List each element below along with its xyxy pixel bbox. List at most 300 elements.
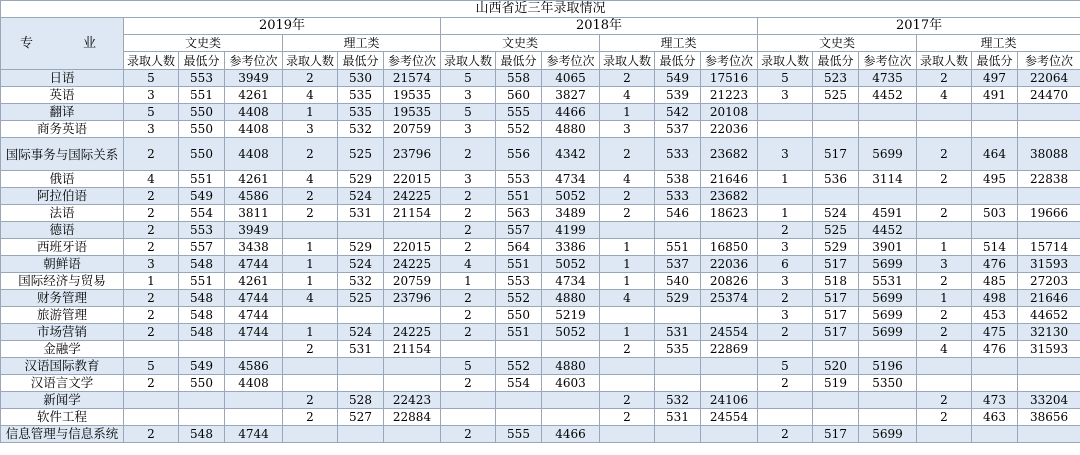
value-cell: 1 [758,205,813,222]
value-cell: 563 [496,205,542,222]
value-cell: 2 [441,375,496,392]
value-cell: 4744 [225,307,283,324]
value-cell: 3 [441,87,496,104]
value-cell: 2 [441,138,496,171]
value-cell: 32130 [1018,324,1080,341]
value-cell: 2 [441,290,496,307]
value-cell [338,222,384,239]
value-cell [384,222,441,239]
value-cell: 20108 [701,104,758,121]
major-name-cell: 德语 [1,222,124,239]
value-cell: 524 [813,205,859,222]
column-header-reference-rank: 参考位次 [1018,52,1080,70]
column-header-admitted-count: 录取人数 [124,52,179,70]
value-cell: 19666 [1018,205,1080,222]
major-name-cell: 西班牙语 [1,239,124,256]
value-cell: 553 [179,70,225,87]
value-cell [1018,375,1080,392]
value-cell: 2 [283,188,338,205]
value-cell: 2 [758,324,813,341]
value-cell [225,409,283,426]
value-cell [701,307,758,324]
table-row [1,409,1080,426]
value-cell: 2 [441,307,496,324]
value-cell [701,426,758,443]
value-cell: 20759 [384,121,441,138]
value-cell: 3 [758,138,813,171]
value-cell [917,188,972,205]
value-cell: 524 [338,324,384,341]
value-cell: 2 [917,324,972,341]
value-cell: 551 [496,256,542,273]
value-cell: 16850 [701,239,758,256]
column-header-min-score: 最低分 [972,52,1018,70]
value-cell: 21154 [384,205,441,222]
column-header-min-score: 最低分 [496,52,542,70]
value-cell: 3 [124,121,179,138]
value-cell: 529 [655,290,701,307]
value-cell: 524 [338,256,384,273]
value-cell: 524 [338,188,384,205]
value-cell: 23796 [384,290,441,307]
value-cell: 3 [917,256,972,273]
table-row [1,171,1080,188]
table-title: 山西省近三年录取情况 [1,1,1080,18]
value-cell: 539 [655,87,701,104]
value-cell: 530 [338,70,384,87]
value-cell [496,409,542,426]
value-cell: 3114 [859,171,917,188]
value-cell: 2 [124,426,179,443]
value-cell: 2 [124,205,179,222]
value-cell: 24225 [384,324,441,341]
value-cell [859,409,917,426]
value-cell: 554 [179,205,225,222]
value-cell: 535 [338,87,384,104]
value-cell: 2 [124,307,179,324]
value-cell: 5699 [859,256,917,273]
value-cell: 24225 [384,256,441,273]
value-cell: 532 [338,121,384,138]
value-cell [1018,358,1080,375]
value-cell: 476 [972,341,1018,358]
value-cell: 4 [917,341,972,358]
value-cell: 531 [338,341,384,358]
value-cell: 4586 [225,188,283,205]
major-name-cell: 俄语 [1,171,124,188]
value-cell: 3 [124,87,179,104]
value-cell: 558 [496,70,542,87]
table-row [1,70,1080,87]
value-cell [384,426,441,443]
value-cell: 3 [758,87,813,104]
value-cell: 4744 [225,324,283,341]
value-cell: 1 [600,104,655,121]
value-cell: 520 [813,358,859,375]
value-cell: 553 [496,171,542,188]
value-cell: 4 [441,256,496,273]
value-cell: 2 [600,70,655,87]
value-cell [655,358,701,375]
value-cell: 25374 [701,290,758,307]
table-row [1,426,1080,443]
value-cell: 2 [917,307,972,324]
value-cell [283,426,338,443]
value-cell [758,392,813,409]
value-cell: 531 [655,324,701,341]
value-cell: 2 [124,138,179,171]
value-cell [124,392,179,409]
major-name-cell: 日语 [1,70,124,87]
table-row [1,138,1080,171]
table-row [1,341,1080,358]
column-header-reference-rank: 参考位次 [701,52,758,70]
value-cell: 18623 [701,205,758,222]
table-row [1,87,1080,104]
value-cell: 4408 [225,375,283,392]
value-cell: 540 [655,273,701,290]
value-cell: 533 [655,138,701,171]
column-header-reference-rank: 参考位次 [859,52,917,70]
value-cell: 3 [758,307,813,324]
value-cell: 2 [917,70,972,87]
value-cell: 6 [758,256,813,273]
value-cell: 550 [496,307,542,324]
value-cell: 2 [917,409,972,426]
value-cell: 517 [813,307,859,324]
column-header-admitted-count: 录取人数 [441,52,496,70]
value-cell [917,222,972,239]
value-cell: 3811 [225,205,283,222]
value-cell [917,426,972,443]
value-cell [384,375,441,392]
value-cell [701,358,758,375]
value-cell: 5 [124,70,179,87]
value-cell [542,409,600,426]
value-cell: 2 [600,341,655,358]
value-cell: 44652 [1018,307,1080,324]
value-cell: 551 [655,239,701,256]
value-cell: 553 [496,273,542,290]
value-cell: 525 [338,290,384,307]
value-cell: 3 [758,273,813,290]
value-cell [384,307,441,324]
value-cell: 525 [813,222,859,239]
value-cell [338,358,384,375]
value-cell [859,104,917,121]
value-cell: 550 [179,138,225,171]
value-cell: 4734 [542,171,600,188]
value-cell: 21646 [1018,290,1080,307]
value-cell: 4466 [542,426,600,443]
value-cell [600,222,655,239]
value-cell: 4466 [542,104,600,121]
value-cell: 3 [758,239,813,256]
value-cell: 5196 [859,358,917,375]
value-cell: 2 [283,409,338,426]
value-cell: 2 [600,188,655,205]
value-cell [813,341,859,358]
table-row [1,273,1080,290]
value-cell: 2 [600,409,655,426]
stream-header-2018-liberal-arts: 文史类 [441,35,600,52]
value-cell: 3 [441,121,496,138]
value-cell: 557 [179,239,225,256]
value-cell: 531 [338,205,384,222]
value-cell: 546 [655,205,701,222]
value-cell [283,358,338,375]
value-cell: 551 [179,273,225,290]
value-cell: 5052 [542,188,600,205]
column-header-min-score: 最低分 [655,52,701,70]
value-cell: 4452 [859,87,917,104]
value-cell: 549 [179,358,225,375]
value-cell [917,121,972,138]
value-cell: 548 [179,307,225,324]
value-cell [972,358,1018,375]
value-cell: 4408 [225,121,283,138]
major-name-cell: 英语 [1,87,124,104]
value-cell: 4734 [542,273,600,290]
value-cell: 549 [655,70,701,87]
value-cell: 4744 [225,426,283,443]
value-cell: 4880 [542,358,600,375]
value-cell: 5 [441,70,496,87]
value-cell: 1 [600,239,655,256]
value-cell: 19535 [384,104,441,121]
value-cell [338,375,384,392]
value-cell: 536 [813,171,859,188]
year-header-2019: 2019年 [124,18,441,35]
value-cell: 517 [813,290,859,307]
value-cell: 2 [283,205,338,222]
value-cell: 529 [813,239,859,256]
value-cell: 4261 [225,273,283,290]
value-cell [813,188,859,205]
value-cell: 532 [655,392,701,409]
value-cell [225,341,283,358]
value-cell: 15714 [1018,239,1080,256]
value-cell: 548 [179,256,225,273]
value-cell: 551 [179,87,225,104]
value-cell [917,358,972,375]
value-cell: 517 [813,324,859,341]
value-cell: 1 [600,273,655,290]
value-cell [917,375,972,392]
value-cell [972,104,1018,121]
value-cell: 22064 [1018,70,1080,87]
value-cell: 22015 [384,239,441,256]
value-cell: 4199 [542,222,600,239]
value-cell: 2 [600,138,655,171]
value-cell: 21154 [384,341,441,358]
value-cell [600,426,655,443]
value-cell: 2 [283,392,338,409]
value-cell: 552 [496,358,542,375]
table-row [1,188,1080,205]
value-cell: 537 [655,121,701,138]
column-header-min-score: 最低分 [338,52,384,70]
value-cell: 4586 [225,358,283,375]
value-cell [758,409,813,426]
value-cell [758,188,813,205]
value-cell: 2 [441,205,496,222]
value-cell: 4 [600,171,655,188]
value-cell: 2 [917,138,972,171]
value-cell: 535 [655,341,701,358]
value-cell: 527 [338,409,384,426]
value-cell: 533 [655,188,701,205]
value-cell: 548 [179,324,225,341]
value-cell: 555 [496,426,542,443]
value-cell: 2 [124,324,179,341]
major-name-cell: 软件工程 [1,409,124,426]
value-cell: 22015 [384,171,441,188]
table-row [1,239,1080,256]
value-cell [600,358,655,375]
value-cell: 3489 [542,205,600,222]
value-cell: 4 [283,290,338,307]
value-cell: 4 [917,87,972,104]
value-cell [179,341,225,358]
value-cell: 4342 [542,138,600,171]
value-cell: 22869 [701,341,758,358]
value-cell [758,121,813,138]
value-cell: 3 [283,121,338,138]
major-name-cell: 翻译 [1,104,124,121]
value-cell: 3901 [859,239,917,256]
major-name-cell: 阿拉伯语 [1,188,124,205]
value-cell: 3438 [225,239,283,256]
value-cell: 5699 [859,426,917,443]
value-cell: 3949 [225,70,283,87]
value-cell: 4065 [542,70,600,87]
value-cell: 495 [972,171,1018,188]
value-cell [124,341,179,358]
stream-header-2017-science: 理工类 [917,35,1080,52]
value-cell: 5219 [542,307,600,324]
value-cell: 4880 [542,121,600,138]
value-cell: 3949 [225,222,283,239]
value-cell [283,222,338,239]
value-cell: 1 [283,273,338,290]
value-cell: 514 [972,239,1018,256]
value-cell: 1 [758,171,813,188]
value-cell: 552 [496,290,542,307]
value-cell: 2 [283,341,338,358]
value-cell: 531 [655,409,701,426]
column-header-admitted-count: 录取人数 [758,52,813,70]
value-cell: 528 [338,392,384,409]
table-row [1,205,1080,222]
major-column-header: 专 业 [1,18,124,70]
year-header-2018: 2018年 [441,18,758,35]
value-cell: 4744 [225,256,283,273]
value-cell: 463 [972,409,1018,426]
value-cell: 5 [441,104,496,121]
value-cell [283,307,338,324]
major-name-cell: 汉语国际教育 [1,358,124,375]
value-cell: 1 [124,273,179,290]
value-cell: 529 [338,239,384,256]
value-cell: 24470 [1018,87,1080,104]
value-cell: 560 [496,87,542,104]
value-cell [701,375,758,392]
value-cell: 2 [917,273,972,290]
value-cell: 2 [441,188,496,205]
value-cell: 3 [124,256,179,273]
value-cell: 5 [124,104,179,121]
value-cell: 20826 [701,273,758,290]
value-cell: 5 [758,358,813,375]
value-cell: 1 [441,273,496,290]
value-cell: 2 [441,239,496,256]
value-cell: 523 [813,70,859,87]
major-name-cell: 市场营销 [1,324,124,341]
value-cell: 38088 [1018,138,1080,171]
value-cell: 525 [338,138,384,171]
value-cell: 517 [813,426,859,443]
value-cell: 485 [972,273,1018,290]
value-cell: 2 [600,205,655,222]
value-cell: 4591 [859,205,917,222]
column-header-min-score: 最低分 [179,52,225,70]
column-header-reference-rank: 参考位次 [542,52,600,70]
table-row [1,222,1080,239]
value-cell: 2 [917,171,972,188]
value-cell: 4744 [225,290,283,307]
value-cell: 24554 [701,409,758,426]
value-cell [441,392,496,409]
value-cell [655,426,701,443]
value-cell: 4 [600,290,655,307]
value-cell: 517 [813,138,859,171]
value-cell: 476 [972,256,1018,273]
value-cell: 2 [124,239,179,256]
value-cell [859,121,917,138]
value-cell [496,341,542,358]
value-cell [441,409,496,426]
value-cell: 4 [283,171,338,188]
value-cell: 550 [179,375,225,392]
value-cell: 5052 [542,324,600,341]
table-row [1,104,1080,121]
value-cell [859,188,917,205]
value-cell: 38656 [1018,409,1080,426]
year-header-2017: 2017年 [758,18,1080,35]
value-cell [758,104,813,121]
value-cell: 498 [972,290,1018,307]
value-cell: 33204 [1018,392,1080,409]
value-cell [813,121,859,138]
value-cell [441,341,496,358]
value-cell: 550 [179,104,225,121]
value-cell: 517 [813,256,859,273]
stream-header-2019-liberal-arts: 文史类 [124,35,283,52]
table-row [1,307,1080,324]
value-cell: 551 [179,171,225,188]
value-cell: 5531 [859,273,917,290]
value-cell: 555 [496,104,542,121]
value-cell: 4261 [225,171,283,188]
value-cell: 5052 [542,256,600,273]
value-cell: 17516 [701,70,758,87]
value-cell: 529 [338,171,384,188]
value-cell [972,121,1018,138]
column-header-admitted-count: 录取人数 [917,52,972,70]
value-cell: 5 [124,358,179,375]
major-name-cell: 法语 [1,205,124,222]
